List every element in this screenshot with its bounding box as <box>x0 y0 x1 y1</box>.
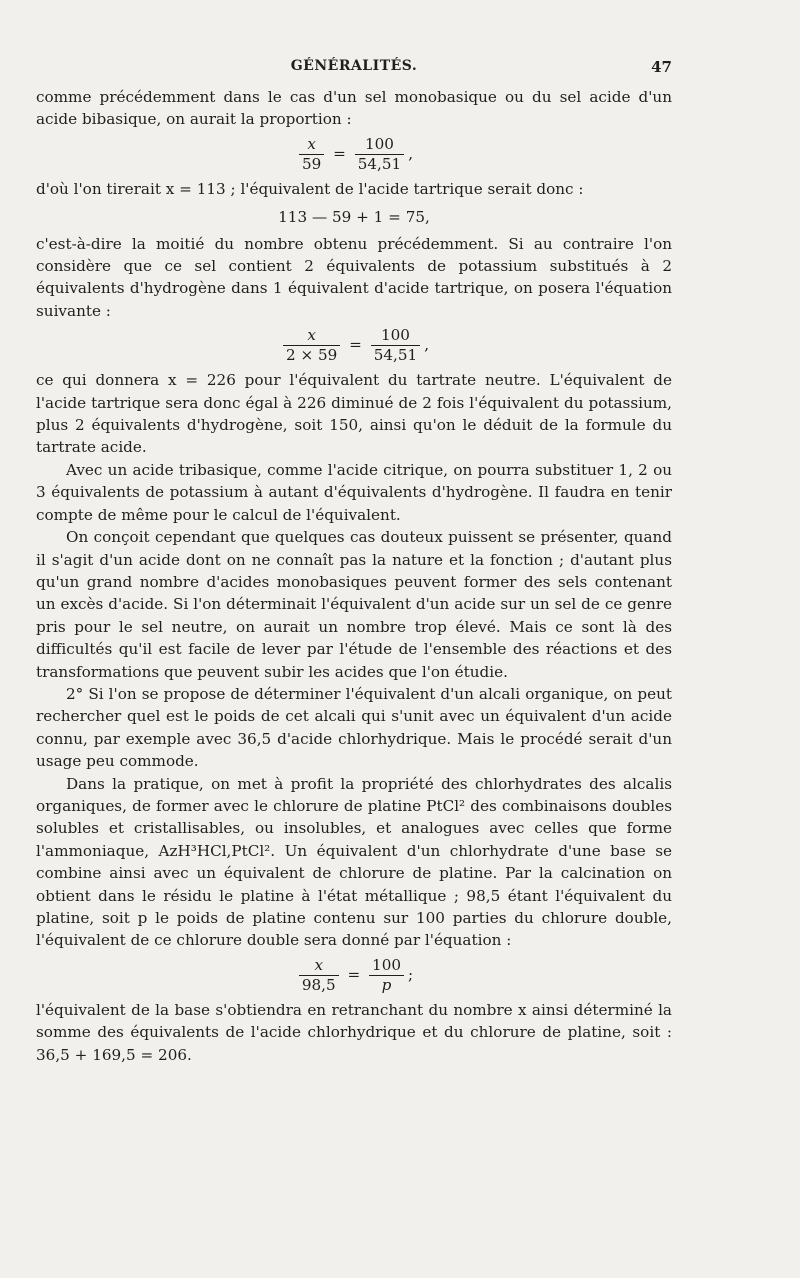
fraction <box>355 135 404 174</box>
paragraph: d'où l'on tirerait x = 113 ; l'équivalent de l'acide tartrique serait donc : <box>36 179 584 198</box>
running-title: GÉNÉRALITÉS. <box>290 58 418 74</box>
paragraph: l'équivalent de la base s'obtiendra en retranchant du nombre x ainsi déterminé la somme des équivalents de l'acide chlorhydrique et du chlorure de platine, soit : 36,5 + 169,5 = 206. <box>36 1000 672 1064</box>
numerator: x <box>299 956 339 976</box>
equals-sign: = <box>349 335 362 354</box>
denominator: 98,5 <box>301 975 336 994</box>
equation-punctuation: ; <box>408 965 414 984</box>
denominator: p <box>381 975 392 994</box>
equation <box>36 956 672 995</box>
equals-sign: = <box>333 144 346 163</box>
denominator: 59 <box>301 154 322 173</box>
body-text <box>36 86 672 1066</box>
numerator: 100 <box>369 956 404 976</box>
numerator: 100 <box>371 326 420 346</box>
numerator: x <box>283 326 340 346</box>
equals-sign: = <box>347 965 361 984</box>
paragraph: Avec un acide tribasique, comme l'acide citrique, on pourra substituer 1, 2 ou 3 équivalents de potassium à autant d'équivalents d'hydrogène. Il faudra en tenir compte de même pour le calcul de l'équivalent. <box>36 460 672 524</box>
equation <box>36 326 672 365</box>
paragraph: c'est-à-dire la moitié du nombre obtenu précédemment. Si au contraire l'on considère que ce sel contient 2 équivalents de potassium substitués à 2 équivalents d'hydrogène dans 1 équivalent d'acide tartrique, on posera l'équation suivante : <box>36 234 672 320</box>
fraction <box>369 956 404 995</box>
equation-punctuation: , <box>424 335 430 354</box>
page-number: 47 <box>651 58 672 76</box>
paragraph: On conçoit cependant que quelques cas douteux puissent se présenter, quand il s'agit d'un acide dont on ne connaît pas la nature et la fonction ; d'autant plus qu'un grand nombre d'acides monobasiques peuvent former des sels contenant un excès d'acide. Si l'on déterminait l'équivalent d'un acide sur un sel de ce genre pris pour le sel neutre, on aurait un nombre trop élevé. Mais ce sont là des difficultés qu'il est facile de lever par l'étude de l'ensemble des réactions et des transformations que peuvent subir les acides que l'on étudie. <box>36 528 672 681</box>
equation-punctuation: , <box>408 144 414 163</box>
paragraph: 2° Si l'on se propose de déterminer l'équivalent d'un alcali organique, on peut rechercher quel est le poids de cet alcali qui s'unit avec un équivalent d'un acide connu, par exemple avec 36,5 d'acide chlorhydrique. Mais le procédé serait d'un usage peu commode. <box>36 684 672 771</box>
denominator: 54,51 <box>357 154 402 173</box>
running-head <box>36 58 672 82</box>
paragraph: comme précédemment dans le cas d'un sel monobasique ou du sel acide d'un acide bibasique, on aurait la proportion : <box>36 88 672 129</box>
denominator: 2 × 59 <box>285 346 338 365</box>
fraction <box>283 326 340 365</box>
paragraph: Dans la pratique, on met à profit la propriété des chlorhydrates des alcalis organiques, de former avec le chlorure de platine PtCl² des combinaisons doubles solubles et cristallisables, ou insolubles, et analogues avec celles que forme l'ammoniaque, AzH³HCl,PtCl². Un équivalent d'un chlorhydrate d'une base se combine ainsi avec un équivalent de chlorure de platine. Par la calcination on obtient dans le résidu le platine à l'état métallique ; 98,5 étant l'équivalent du platine, soit p le poids de platine contenu sur 100 parties du chlorure double, l'équivalent de ce chlorure double sera donné par l'équation : <box>36 774 672 950</box>
numerator: x <box>299 135 324 155</box>
fraction <box>371 326 420 365</box>
fraction <box>299 956 339 995</box>
equation <box>36 135 672 174</box>
numerator: 100 <box>355 135 404 155</box>
equation: 113 — 59 + 1 = 75, <box>278 208 430 227</box>
fraction <box>299 135 324 174</box>
denominator: 54,51 <box>373 346 418 365</box>
paragraph: ce qui donnera x = 226 pour l'équivalent du tartrate neutre. L'équivalent de l'acide tartrique sera donc égal à 226 diminué de 2 fois l'équivalent du potassium, plus 2 équivalents d'hydrogène, soit 150, ainsi qu'on le déduit de la formule du tartrate acide. <box>36 371 672 457</box>
